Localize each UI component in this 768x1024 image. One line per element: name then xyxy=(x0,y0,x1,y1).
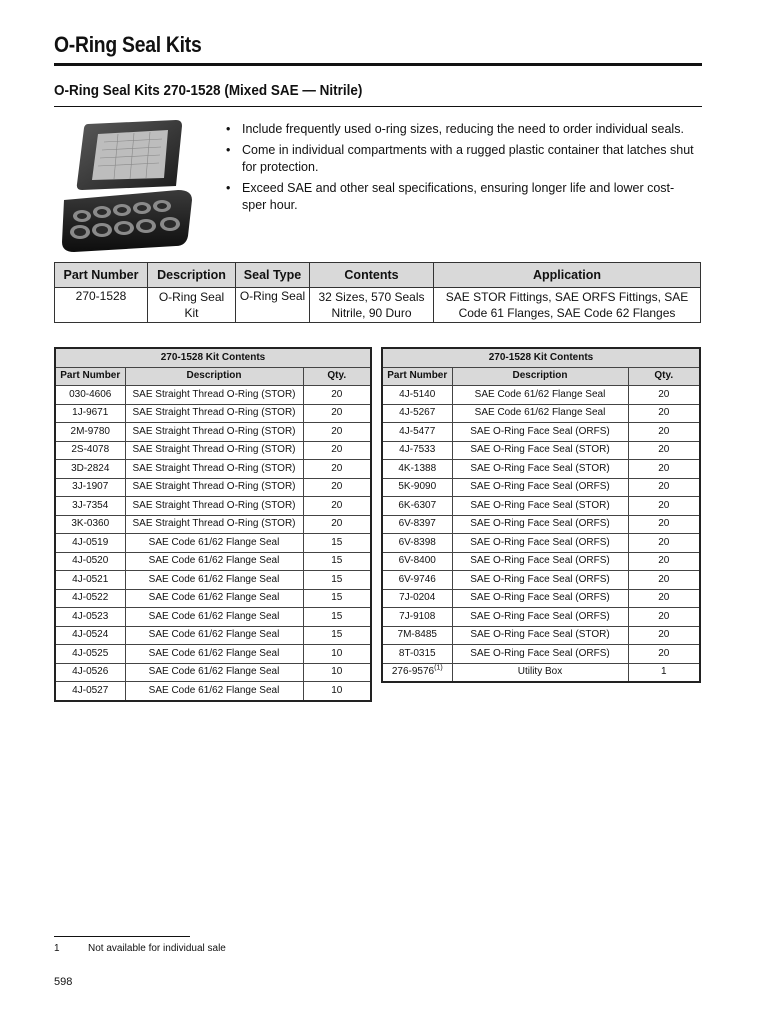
table-cell: 15 xyxy=(303,534,371,553)
table-cell: 10 xyxy=(303,682,371,701)
table-cell: 6V-8400 xyxy=(382,552,452,571)
table-cell: SAE O-Ring Face Seal (STOR) xyxy=(452,460,628,479)
table-row xyxy=(55,663,371,682)
table-row xyxy=(382,534,700,553)
table-cell: O-Ring Seal Kit xyxy=(148,288,236,323)
table-cell: 7J-9108 xyxy=(382,608,452,627)
table-cell: O-Ring Seal xyxy=(236,288,310,323)
table-cell: 4J-0520 xyxy=(55,552,125,571)
bullet-icon: • xyxy=(226,122,231,136)
table-cell: 20 xyxy=(303,386,371,405)
table-cell: SAE Code 61/62 Flange Seal xyxy=(125,682,303,701)
table-cell: 4J-5140 xyxy=(382,386,452,405)
table-row xyxy=(55,626,371,645)
table-cell: 20 xyxy=(628,460,700,479)
table-row xyxy=(55,497,371,516)
table-cell: 4J-0527 xyxy=(55,682,125,701)
table-cell: SAE Straight Thread O-Ring (STOR) xyxy=(125,441,303,460)
title-rule xyxy=(54,63,702,66)
table-cell: 10 xyxy=(303,645,371,664)
table-cell: SAE O-Ring Face Seal (ORFS) xyxy=(452,423,628,442)
column-header: Description xyxy=(125,367,303,386)
table-cell: SAE O-Ring Face Seal (ORFS) xyxy=(452,571,628,590)
feature-item: • Include frequently used o-ring sizes, reducing the need to order individual seals. xyxy=(226,122,684,136)
column-header: Contents xyxy=(310,263,434,288)
table-row xyxy=(382,589,700,608)
table-cell: 20 xyxy=(628,386,700,405)
table-cell: 20 xyxy=(303,460,371,479)
kit-overview-table xyxy=(54,262,701,323)
table-cell: SAE Straight Thread O-Ring (STOR) xyxy=(125,386,303,405)
table-cell: SAE Code 61/62 Flange Seal xyxy=(125,571,303,590)
table-cell: 5K-9090 xyxy=(382,478,452,497)
table-cell: Utility Box xyxy=(452,663,628,682)
table-cell: 20 xyxy=(303,423,371,442)
section-rule xyxy=(54,106,702,107)
table-cell: SAE O-Ring Face Seal (ORFS) xyxy=(452,515,628,534)
table-cell: 20 xyxy=(628,589,700,608)
table-cell: SAE Code 61/62 Flange Seal xyxy=(125,663,303,682)
table-cell: 4K-1388 xyxy=(382,460,452,479)
table-cell: 3J-1907 xyxy=(55,478,125,497)
table-row xyxy=(55,589,371,608)
table-cell: 20 xyxy=(628,571,700,590)
seal-kit-case-image xyxy=(58,116,198,256)
column-header: Part Number xyxy=(55,367,125,386)
table-row xyxy=(55,478,371,497)
kit-contents-table-right xyxy=(381,347,701,683)
table-cell: SAE O-Ring Face Seal (ORFS) xyxy=(452,608,628,627)
table-row xyxy=(382,571,700,590)
table-cell: 20 xyxy=(628,534,700,553)
table-cell: 2S-4078 xyxy=(55,441,125,460)
bullet-icon: • xyxy=(226,143,231,157)
table-row xyxy=(55,386,371,405)
table-cell: 6V-8397 xyxy=(382,515,452,534)
table-header-row xyxy=(382,367,700,386)
table-cell: 2M-9780 xyxy=(55,423,125,442)
table-row xyxy=(55,682,371,701)
table-cell: 20 xyxy=(303,515,371,534)
table-cell: 1J-9671 xyxy=(55,404,125,423)
table-row xyxy=(382,608,700,627)
table-cell: 20 xyxy=(628,423,700,442)
table-row xyxy=(55,515,371,534)
feature-item: • Come in individual compartments with a rugged plastic container that latches shut for protection. xyxy=(226,143,694,174)
table-cell: 15 xyxy=(303,608,371,627)
table-row xyxy=(382,423,700,442)
table-cell: SAE O-Ring Face Seal (STOR) xyxy=(452,497,628,516)
table-row xyxy=(382,626,700,645)
table-header-row xyxy=(55,263,701,288)
table-cell: 20 xyxy=(628,645,700,664)
table-cell: SAE Straight Thread O-Ring (STOR) xyxy=(125,497,303,516)
footnote-text: Not available for individual sale xyxy=(88,943,226,954)
table-row xyxy=(382,460,700,479)
table-cell: 4J-5267 xyxy=(382,404,452,423)
table-cell: SAE O-Ring Face Seal (ORFS) xyxy=(452,478,628,497)
table-cell: SAE O-Ring Face Seal (STOR) xyxy=(452,626,628,645)
table-row xyxy=(382,386,700,405)
table-row xyxy=(382,497,700,516)
table-cell: 20 xyxy=(628,478,700,497)
table-cell: SAE O-Ring Face Seal (ORFS) xyxy=(452,645,628,664)
footnote-reference: (1) xyxy=(434,664,443,672)
table-cell: 1 xyxy=(628,663,700,682)
table-cell: SAE O-Ring Face Seal (ORFS) xyxy=(452,534,628,553)
table-cell: SAE Straight Thread O-Ring (STOR) xyxy=(125,460,303,479)
table-row xyxy=(55,460,371,479)
table-cell: 3J-7354 xyxy=(55,497,125,516)
table-cell: 276-9576$^{(1)}$ xyxy=(382,663,452,682)
table-cell: 15 xyxy=(303,571,371,590)
section-title: O-Ring Seal Kits 270-1528 (Mixed SAE — Nitrile) xyxy=(54,82,363,99)
bullet-icon: • xyxy=(226,181,231,195)
table-caption: 270-1528 Kit Contents xyxy=(55,348,371,367)
table-cell: 4J-0519 xyxy=(55,534,125,553)
table-cell: SAE Code 61/62 Flange Seal xyxy=(125,645,303,664)
table-cell: SAE STOR Fittings, SAE ORFS Fittings, SAE Code 61 Flanges, SAE Code 62 Flanges xyxy=(434,288,701,323)
table-cell: 4J-0524 xyxy=(55,626,125,645)
table-cell: 7J-0204 xyxy=(382,589,452,608)
table-cell: 270-1528 xyxy=(55,288,148,323)
table-row xyxy=(382,441,700,460)
table-cell: 4J-0525 xyxy=(55,645,125,664)
column-header: Qty. xyxy=(628,367,700,386)
table-row xyxy=(382,552,700,571)
footnote xyxy=(54,943,226,954)
table-cell: 4J-5477 xyxy=(382,423,452,442)
table-cell: 8T-0315 xyxy=(382,645,452,664)
table-cell: 6V-8398 xyxy=(382,534,452,553)
table-cell: SAE Straight Thread O-Ring (STOR) xyxy=(125,478,303,497)
table-cell: SAE Code 61/62 Flange Seal xyxy=(125,608,303,627)
table-cell: SAE Code 61/62 Flange Seal xyxy=(125,589,303,608)
table-row xyxy=(55,534,371,553)
table-cell: 6V-9746 xyxy=(382,571,452,590)
table-cell: 4J-0523 xyxy=(55,608,125,627)
footnote-rule xyxy=(54,936,190,937)
table-cell: SAE Code 61/62 Flange Seal xyxy=(452,404,628,423)
table-cell: 4J-0526 xyxy=(55,663,125,682)
page-title: O-Ring Seal Kits xyxy=(54,32,202,57)
table-cell: 20 xyxy=(303,441,371,460)
column-header: Application xyxy=(434,263,701,288)
column-header: Description xyxy=(452,367,628,386)
table-cell: SAE Code 61/62 Flange Seal xyxy=(452,386,628,405)
table-cell: 20 xyxy=(628,441,700,460)
table-cell: 7M-8485 xyxy=(382,626,452,645)
table-cell: 20 xyxy=(628,515,700,534)
table-cell: 20 xyxy=(628,608,700,627)
table-cell: 20 xyxy=(303,478,371,497)
table-cell: 10 xyxy=(303,663,371,682)
table-cell: 3D-2824 xyxy=(55,460,125,479)
table-cell: 4J-0521 xyxy=(55,571,125,590)
table-row xyxy=(55,608,371,627)
table-header-row xyxy=(55,367,371,386)
table-row xyxy=(55,571,371,590)
table-cell: SAE Straight Thread O-Ring (STOR) xyxy=(125,515,303,534)
column-header: Description xyxy=(148,263,236,288)
table-row xyxy=(55,441,371,460)
column-header: Qty. xyxy=(303,367,371,386)
table-cell: SAE O-Ring Face Seal (STOR) xyxy=(452,441,628,460)
column-header: Part Number xyxy=(382,367,452,386)
table-cell: SAE O-Ring Face Seal (ORFS) xyxy=(452,552,628,571)
table-cell: 6K-6307 xyxy=(382,497,452,516)
table-row xyxy=(382,645,700,664)
table-cell: 20 xyxy=(303,404,371,423)
table-cell: 20 xyxy=(628,404,700,423)
column-header: Seal Type xyxy=(236,263,310,288)
table-cell: 030-4606 xyxy=(55,386,125,405)
table-cell: SAE Straight Thread O-Ring (STOR) xyxy=(125,423,303,442)
table-cell: 4J-0522 xyxy=(55,589,125,608)
table-row xyxy=(382,478,700,497)
table-cell: SAE Code 61/62 Flange Seal xyxy=(125,626,303,645)
table-cell: SAE Code 61/62 Flange Seal xyxy=(125,552,303,571)
kit-contents-table-left xyxy=(54,347,372,702)
table-cell: 15 xyxy=(303,589,371,608)
table-cell: 20 xyxy=(303,497,371,516)
table-row xyxy=(55,552,371,571)
table-row xyxy=(55,404,371,423)
feature-list xyxy=(226,121,696,218)
column-header: Part Number xyxy=(55,263,148,288)
table-caption: 270-1528 Kit Contents xyxy=(382,348,700,367)
feature-item: • Exceed SAE and other seal specifications, ensuring longer life and lower cost-sper hour. xyxy=(226,181,675,212)
footnote-number: 1 xyxy=(54,943,60,954)
table-row xyxy=(382,663,700,682)
table-row xyxy=(382,404,700,423)
table-row xyxy=(55,288,701,323)
table-row xyxy=(382,515,700,534)
table-cell: 15 xyxy=(303,552,371,571)
table-cell: 20 xyxy=(628,626,700,645)
page-number: 598 xyxy=(54,976,73,988)
table-row xyxy=(55,423,371,442)
table-row xyxy=(55,645,371,664)
table-cell: 15 xyxy=(303,626,371,645)
table-cell: 4J-7533 xyxy=(382,441,452,460)
table-cell: 20 xyxy=(628,497,700,516)
table-cell: SAE Code 61/62 Flange Seal xyxy=(125,534,303,553)
table-cell: SAE O-Ring Face Seal (ORFS) xyxy=(452,589,628,608)
table-cell: SAE Straight Thread O-Ring (STOR) xyxy=(125,404,303,423)
table-cell: 20 xyxy=(628,552,700,571)
table-cell: 32 Sizes, 570 Seals Nitrile, 90 Duro xyxy=(310,288,434,323)
table-cell: 3K-0360 xyxy=(55,515,125,534)
